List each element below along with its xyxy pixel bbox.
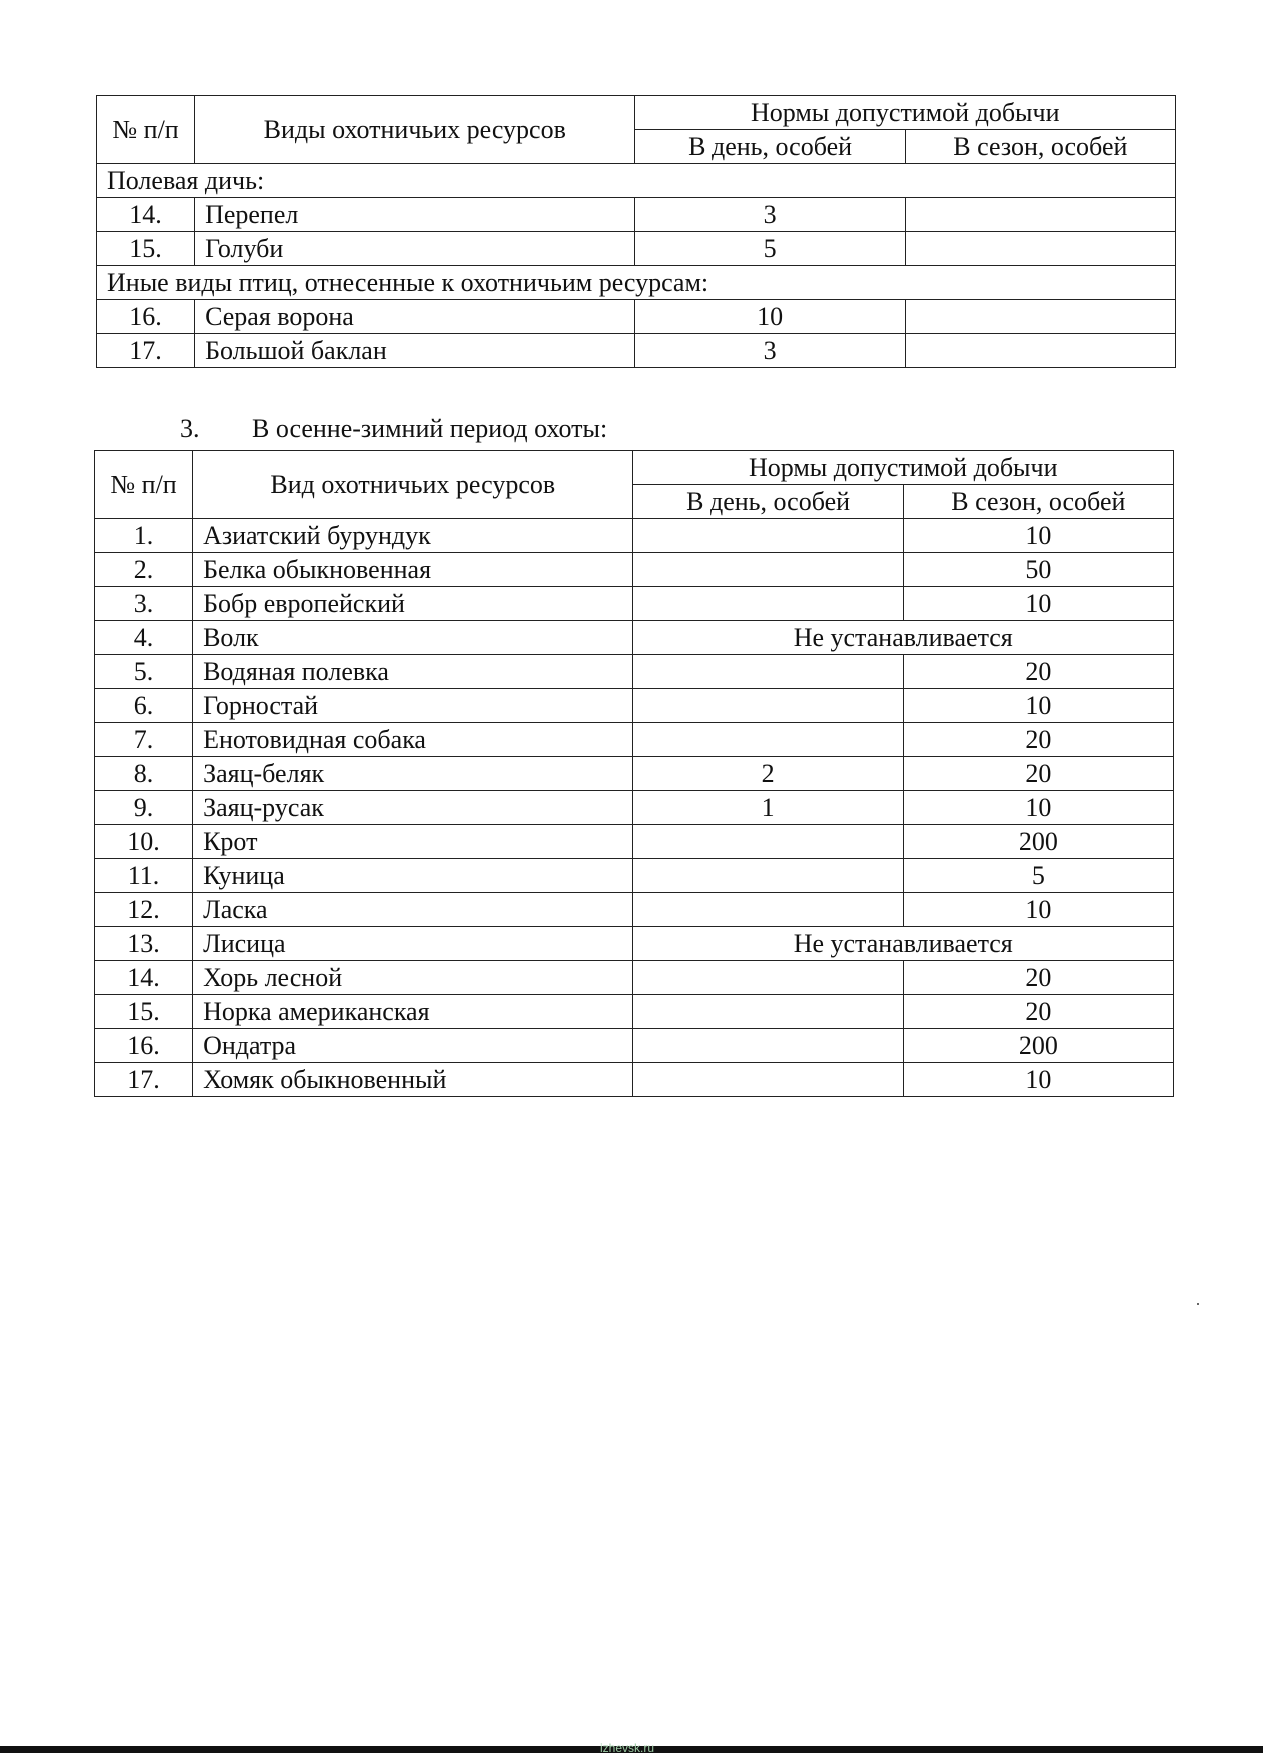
row-day-value (633, 893, 903, 927)
row-name: Куница (193, 859, 633, 893)
row-day-value (633, 825, 903, 859)
group-title: Полевая дичь: (97, 164, 1176, 198)
row-num: 16. (95, 1029, 193, 1063)
row-day-value (633, 1063, 903, 1097)
row-name: Енотовидная собака (193, 723, 633, 757)
table-row (95, 689, 1174, 723)
row-num: 11. (95, 859, 193, 893)
table-row (95, 961, 1174, 995)
header-norms: Нормы допустимой добычи (633, 451, 1174, 485)
group-row (97, 266, 1176, 300)
row-season-value: 10 (903, 893, 1173, 927)
row-merged-value: Не устанавливается (633, 927, 1174, 961)
row-season-value (905, 198, 1175, 232)
row-num: 2. (95, 553, 193, 587)
row-name: Заяц-русак (193, 791, 633, 825)
row-merged-value: Не устанавливается (633, 621, 1174, 655)
section-number: 3. (180, 414, 200, 443)
row-season-value: 50 (903, 553, 1173, 587)
row-day-value (633, 587, 903, 621)
row-name: Водяная полевка (193, 655, 633, 689)
row-day-value (633, 1029, 903, 1063)
table-row (95, 655, 1174, 689)
table-row (97, 334, 1176, 368)
row-name: Ондатра (193, 1029, 633, 1063)
row-day-value (633, 859, 903, 893)
header-season: В сезон, особей (903, 485, 1173, 519)
group-row (97, 164, 1176, 198)
row-num: 4. (95, 621, 193, 655)
table-row (95, 791, 1174, 825)
row-name: Большой баклан (195, 334, 635, 368)
row-name: Волк (193, 621, 633, 655)
row-name: Бобр европейский (193, 587, 633, 621)
row-season-value (905, 334, 1175, 368)
row-name: Хорь лесной (193, 961, 633, 995)
row-day-value: 1 (633, 791, 903, 825)
row-day-value: 10 (635, 300, 905, 334)
header-day: В день, особей (635, 130, 905, 164)
table-row (95, 723, 1174, 757)
table-row (95, 1029, 1174, 1063)
table-row (95, 621, 1174, 655)
watermark: izhevsk.ru (600, 1741, 655, 1755)
header-name: Виды охотничьих ресурсов (195, 96, 635, 164)
table-row (95, 757, 1174, 791)
row-season-value: 200 (903, 1029, 1173, 1063)
row-day-value: 5 (635, 232, 905, 266)
row-season-value: 20 (903, 961, 1173, 995)
row-num: 1. (95, 519, 193, 553)
table-row (97, 198, 1176, 232)
row-season-value: 20 (903, 995, 1173, 1029)
row-season-value: 20 (903, 723, 1173, 757)
row-num: 12. (95, 893, 193, 927)
row-num: 14. (97, 198, 195, 232)
bird-norms-table (96, 95, 1176, 368)
row-name: Крот (193, 825, 633, 859)
row-season-value: 10 (903, 1063, 1173, 1097)
row-num: 7. (95, 723, 193, 757)
row-name: Заяц-беляк (193, 757, 633, 791)
autumn-winter-norms-table (94, 450, 1174, 1097)
row-name: Хомяк обыкновенный (193, 1063, 633, 1097)
scan-speck (1197, 1303, 1199, 1305)
row-day-value (633, 723, 903, 757)
header-season: В сезон, особей (905, 130, 1175, 164)
row-day-value: 2 (633, 757, 903, 791)
row-day-value (633, 519, 903, 553)
row-name: Норка американская (193, 995, 633, 1029)
row-name: Лисица (193, 927, 633, 961)
row-name: Перепел (195, 198, 635, 232)
table-row (95, 1063, 1174, 1097)
row-name: Белка обыкновенная (193, 553, 633, 587)
row-season-value: 10 (903, 791, 1173, 825)
table-row (95, 553, 1174, 587)
row-num: 15. (97, 232, 195, 266)
row-day-value: 3 (635, 198, 905, 232)
row-season-value: 5 (903, 859, 1173, 893)
section-title: В осенне-зимний период охоты: (252, 414, 608, 443)
row-num: 6. (95, 689, 193, 723)
section-heading (180, 414, 607, 444)
table-row (95, 519, 1174, 553)
group-title: Иные виды птиц, отнесенные к охотничьим ресурсам: (97, 266, 1176, 300)
header-num: № п/п (95, 451, 193, 519)
table-row (95, 859, 1174, 893)
row-num: 3. (95, 587, 193, 621)
row-num: 9. (95, 791, 193, 825)
row-num: 10. (95, 825, 193, 859)
row-num: 16. (97, 300, 195, 334)
header-day: В день, особей (633, 485, 903, 519)
row-name: Ласка (193, 893, 633, 927)
row-season-value (905, 300, 1175, 334)
row-season-value (905, 232, 1175, 266)
row-num: 8. (95, 757, 193, 791)
row-num: 15. (95, 995, 193, 1029)
row-season-value: 10 (903, 519, 1173, 553)
table-row (95, 587, 1174, 621)
header-norms: Нормы допустимой добычи (635, 96, 1176, 130)
header-name: Вид охотничьих ресурсов (193, 451, 633, 519)
table-row (97, 300, 1176, 334)
row-season-value: 20 (903, 757, 1173, 791)
table-row (95, 893, 1174, 927)
table-row (95, 995, 1174, 1029)
row-day-value (633, 689, 903, 723)
row-num: 14. (95, 961, 193, 995)
row-season-value: 200 (903, 825, 1173, 859)
table-row (97, 232, 1176, 266)
row-num: 17. (97, 334, 195, 368)
row-name: Серая ворона (195, 300, 635, 334)
row-day-value (633, 995, 903, 1029)
row-day-value (633, 553, 903, 587)
header-num: № п/п (97, 96, 195, 164)
row-day-value (633, 655, 903, 689)
row-num: 17. (95, 1063, 193, 1097)
row-name: Азиатский бурундук (193, 519, 633, 553)
row-num: 5. (95, 655, 193, 689)
table-row (95, 825, 1174, 859)
row-day-value (633, 961, 903, 995)
row-day-value: 3 (635, 334, 905, 368)
row-name: Горностай (193, 689, 633, 723)
row-season-value: 10 (903, 587, 1173, 621)
row-season-value: 20 (903, 655, 1173, 689)
row-season-value: 10 (903, 689, 1173, 723)
row-num: 13. (95, 927, 193, 961)
row-name: Голуби (195, 232, 635, 266)
table-row (95, 927, 1174, 961)
